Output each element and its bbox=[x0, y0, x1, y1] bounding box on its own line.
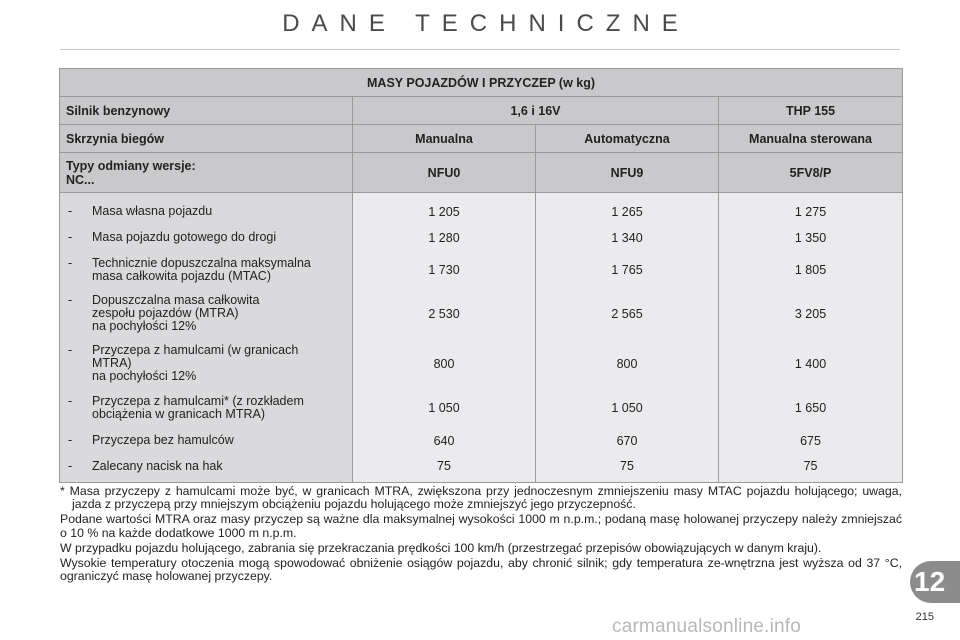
cell-value: 1 050 bbox=[536, 389, 719, 427]
table-row bbox=[60, 193, 903, 225]
cell-value: 1 280 bbox=[353, 225, 536, 251]
row-bullet: - bbox=[68, 393, 73, 408]
types-label-line1: Typy odmiany wersje: bbox=[66, 158, 196, 173]
table-row bbox=[60, 339, 903, 389]
table-row bbox=[60, 427, 903, 455]
table-row bbox=[60, 251, 903, 289]
engine-value-1: 1,6 i 16V bbox=[353, 97, 719, 125]
gearbox-label: Skrzynia biegów bbox=[60, 125, 353, 153]
row-bullet: - bbox=[68, 204, 73, 219]
row-bullet: - bbox=[68, 293, 73, 307]
row-label: Przyczepa bez hamulców bbox=[92, 433, 234, 447]
notes-section bbox=[60, 485, 902, 585]
cell-value: 640 bbox=[353, 427, 536, 455]
row-label: Przyczepa z hamulcami (w granicach MTRA) na pochyłości 12% bbox=[92, 343, 299, 383]
cell-value: 1 050 bbox=[353, 389, 536, 427]
row-label: Technicznie dopuszczalna maksymalna masa całkowita pojazdu (MTAC) bbox=[92, 255, 311, 283]
table-row bbox=[60, 225, 903, 251]
cell-value: 1 350 bbox=[719, 225, 903, 251]
cell-value: 800 bbox=[353, 339, 536, 389]
cell-value: 670 bbox=[536, 427, 719, 455]
watermark: carmanualsonline.info bbox=[612, 616, 802, 637]
cell-value: 1 265 bbox=[536, 193, 719, 225]
cell-value: 1 650 bbox=[719, 389, 903, 427]
row-label: Zalecany nacisk na hak bbox=[92, 458, 223, 473]
cell-value: 3 205 bbox=[719, 289, 903, 339]
cell-value: 1 275 bbox=[719, 193, 903, 225]
vehicle-mass-table bbox=[59, 68, 903, 483]
cell-value: 800 bbox=[536, 339, 719, 389]
row-bullet: - bbox=[68, 230, 73, 244]
cell-value: 2 530 bbox=[353, 289, 536, 339]
note-altitude: Podane wartości MTRA oraz masy przyczep są ważne dla maksymalnej wysokości 1000 m n.p.m.; podaną masę holowanej przyczepy należy zmniejszać o 10 % na każde dodatkowe 1000 m n.p.m. bbox=[60, 512, 902, 540]
cell-value: 75 bbox=[719, 455, 903, 483]
row-label: Masa własna pojazdu bbox=[92, 204, 213, 219]
engine-label: Silnik benzynowy bbox=[60, 97, 353, 125]
table-row bbox=[60, 389, 903, 427]
page-title: DANE TECHNICZNE bbox=[282, 10, 690, 37]
row-bullet: - bbox=[68, 433, 73, 447]
cell-value: 1 765 bbox=[536, 251, 719, 289]
row-bullet: - bbox=[68, 458, 73, 473]
engine-value-2: THP 155 bbox=[719, 97, 903, 125]
note-temperature: Wysokie temperatury otoczenia mogą spowodować obniżenie osiągów pojazdu, aby chronić silnik; gdy temperatura ze-wnętrzna jest wyższa od 37 °C, ograniczyć masę holowanej przyczepy. bbox=[60, 556, 902, 584]
types-label bbox=[60, 153, 353, 193]
cell-value: 675 bbox=[719, 427, 903, 455]
row-label: Masa pojazdu gotowego do drogi bbox=[92, 230, 277, 244]
cell-value: 75 bbox=[353, 455, 536, 483]
cell-value: 2 565 bbox=[536, 289, 719, 339]
type-value-3: 5FV8/P bbox=[719, 153, 903, 193]
gearbox-value-3: Manualna sterowana bbox=[719, 125, 903, 153]
page-number: 215 bbox=[915, 611, 934, 623]
type-value-2: NFU9 bbox=[536, 153, 719, 193]
gearbox-value-1: Manualna bbox=[353, 125, 536, 153]
cell-value: 1 400 bbox=[719, 339, 903, 389]
table-caption: MASY POJAZDÓW I PRZYCZEP (w kg) bbox=[60, 69, 903, 97]
table-row bbox=[60, 455, 903, 483]
row-label: Przyczepa z hamulcami* (z rozkładem obciążenia w granicach MTRA) bbox=[92, 393, 304, 421]
title-divider bbox=[60, 49, 900, 50]
table-row bbox=[60, 289, 903, 339]
note-speed: W przypadku pojazdu holującego, zabrania się przekraczania prędkości 100 km/h (przestrzegać przepisów obowiązujących w danym kraju). bbox=[60, 540, 822, 555]
cell-value: 1 805 bbox=[719, 251, 903, 289]
cell-value: 1 205 bbox=[353, 193, 536, 225]
row-bullet: - bbox=[68, 255, 73, 270]
cell-value: 75 bbox=[536, 455, 719, 483]
cell-value: 1 730 bbox=[353, 251, 536, 289]
cell-value: 1 340 bbox=[536, 225, 719, 251]
footnote: * Masa przyczepy z hamulcami może być, w granicach MTRA, zwiększona przy jednoczesnym zmniejszeniu masy MTAC pojazdu holującego; uwaga, jazda z przyczepą przy mniejszym obciążeniu pojazdu holującego może zmniejszyć jego przyczepność. bbox=[60, 484, 902, 512]
types-label-line2: NC... bbox=[66, 172, 95, 187]
type-value-1: NFU0 bbox=[353, 153, 536, 193]
chapter-badge: 12 bbox=[910, 561, 960, 603]
row-bullet: - bbox=[68, 343, 73, 357]
row-label: Dopuszczalna masa całkowita zespołu pojazdów (MTRA) na pochyłości 12% bbox=[92, 293, 260, 333]
gearbox-value-2: Automatyczna bbox=[536, 125, 719, 153]
